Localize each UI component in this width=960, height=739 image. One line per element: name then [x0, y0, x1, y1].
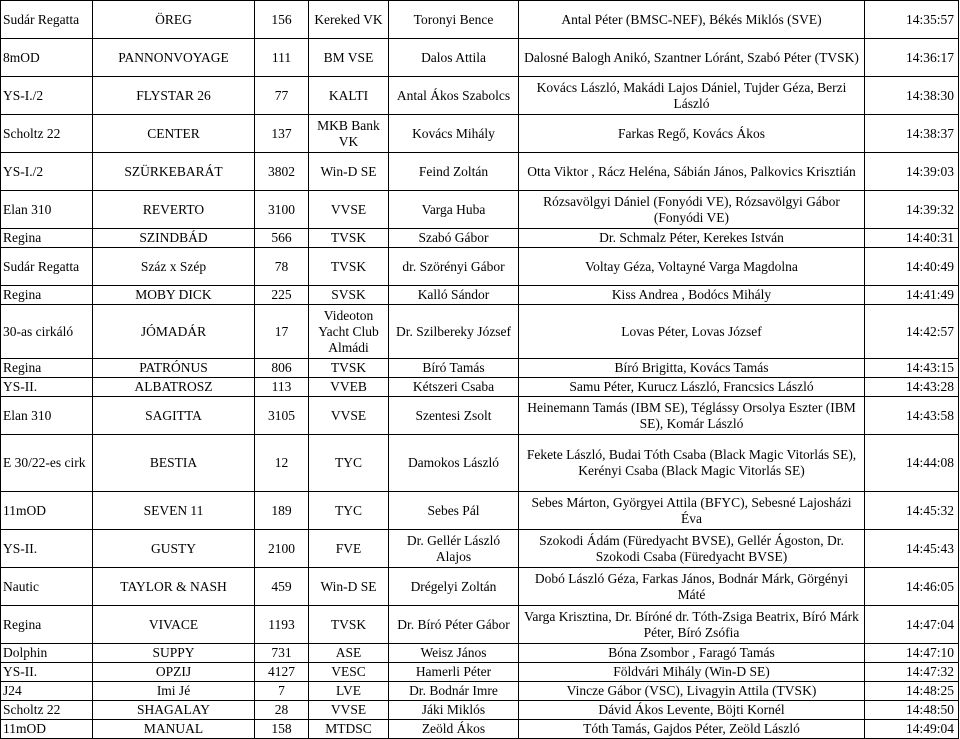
sail-number-cell: 7 [255, 682, 309, 701]
club-cell: FVE [309, 530, 389, 568]
sail-number-cell: 137 [255, 115, 309, 153]
skipper-cell: Szabó Gábor [389, 229, 519, 248]
boat-cell: CENTER [93, 115, 255, 153]
class-cell: Regina [1, 229, 93, 248]
club-cell: TVSK [309, 229, 389, 248]
crew-cell: Fekete László, Budai Tóth Csaba (Black Magic Vitorlás SE), Kerényi Csaba (Black Magic Vitorlás SE) [519, 435, 865, 492]
boat-cell: SUPPY [93, 644, 255, 663]
table-row [1, 530, 959, 568]
finish-time-cell: 14:44:08 [865, 435, 959, 492]
club-cell: VVSE [309, 397, 389, 435]
class-cell: YS-II. [1, 378, 93, 397]
crew-cell: Földvári Mihály (Win-D SE) [519, 663, 865, 682]
sail-number-cell: 225 [255, 286, 309, 305]
skipper-cell: Drégelyi Zoltán [389, 568, 519, 606]
sail-number-cell: 3802 [255, 153, 309, 191]
boat-cell: SEVEN 11 [93, 492, 255, 530]
finish-time-cell: 14:41:49 [865, 286, 959, 305]
table-row [1, 378, 959, 397]
skipper-cell: Dalos Attila [389, 39, 519, 77]
skipper-cell: Kovács Mihály [389, 115, 519, 153]
skipper-cell: Szentesi Zsolt [389, 397, 519, 435]
table-row [1, 39, 959, 77]
table-row [1, 115, 959, 153]
class-cell: Nautic [1, 568, 93, 606]
skipper-cell: Toronyi Bence [389, 1, 519, 39]
finish-time-cell: 14:45:43 [865, 530, 959, 568]
sail-number-cell: 806 [255, 359, 309, 378]
class-cell: Regina [1, 286, 93, 305]
results-body [1, 1, 959, 739]
table-row [1, 248, 959, 286]
finish-time-cell: 14:47:04 [865, 606, 959, 644]
boat-cell: PATRÓNUS [93, 359, 255, 378]
crew-cell: Sebes Márton, Györgyei Attila (BFYC), Sebesné Lajosházi Éva [519, 492, 865, 530]
crew-cell: Bíró Brigitta, Kovács Tamás [519, 359, 865, 378]
class-cell: Elan 310 [1, 397, 93, 435]
finish-time-cell: 14:46:05 [865, 568, 959, 606]
boat-cell: ÖREG [93, 1, 255, 39]
boat-cell: Imi Jé [93, 682, 255, 701]
skipper-cell: Kalló Sándor [389, 286, 519, 305]
club-cell: LVE [309, 682, 389, 701]
finish-time-cell: 14:40:49 [865, 248, 959, 286]
finish-time-cell: 14:48:25 [865, 682, 959, 701]
sail-number-cell: 731 [255, 644, 309, 663]
boat-cell: TAYLOR & NASH [93, 568, 255, 606]
boat-cell: FLYSTAR 26 [93, 77, 255, 115]
crew-cell: Kovács László, Makádi Lajos Dániel, Tujder Géza, Berzi László [519, 77, 865, 115]
class-cell: 11mOD [1, 492, 93, 530]
club-cell: Win-D SE [309, 568, 389, 606]
class-cell: Scholtz 22 [1, 115, 93, 153]
finish-time-cell: 14:43:28 [865, 378, 959, 397]
club-cell: Videoton Yacht Club Almádi [309, 305, 389, 359]
crew-cell: Voltay Géza, Voltayné Varga Magdolna [519, 248, 865, 286]
club-cell: MKB Bank VK [309, 115, 389, 153]
class-cell: YS-II. [1, 530, 93, 568]
table-row [1, 644, 959, 663]
club-cell: VVSE [309, 701, 389, 720]
boat-cell: OPZIJ [93, 663, 255, 682]
crew-cell: Bóna Zsombor , Faragó Tamás [519, 644, 865, 663]
club-cell: KALTI [309, 77, 389, 115]
boat-cell: REVERTO [93, 191, 255, 229]
class-cell: Elan 310 [1, 191, 93, 229]
crew-cell: Otta Viktor , Rácz Heléna, Sábián János, Palkovics Krisztián [519, 153, 865, 191]
finish-time-cell: 14:35:57 [865, 1, 959, 39]
table-row [1, 1, 959, 39]
table-row [1, 286, 959, 305]
class-cell: YS-I./2 [1, 77, 93, 115]
table-row [1, 397, 959, 435]
finish-time-cell: 14:49:04 [865, 720, 959, 739]
boat-cell: Száz x Szép [93, 248, 255, 286]
table-row [1, 153, 959, 191]
table-row [1, 229, 959, 248]
boat-cell: PANNONVOYAGE [93, 39, 255, 77]
table-row [1, 568, 959, 606]
sail-number-cell: 2100 [255, 530, 309, 568]
skipper-cell: Dr. Bíró Péter Gábor [389, 606, 519, 644]
boat-cell: SAGITTA [93, 397, 255, 435]
club-cell: TYC [309, 492, 389, 530]
crew-cell: Varga Krisztina, Dr. Bíróné dr. Tóth-Zsiga Beatrix, Bíró Márk Péter, Bíró Zsófia [519, 606, 865, 644]
finish-time-cell: 14:42:57 [865, 305, 959, 359]
finish-time-cell: 14:38:37 [865, 115, 959, 153]
table-row [1, 359, 959, 378]
club-cell: TYC [309, 435, 389, 492]
sail-number-cell: 17 [255, 305, 309, 359]
crew-cell: Samu Péter, Kurucz László, Francsics László [519, 378, 865, 397]
finish-time-cell: 14:45:32 [865, 492, 959, 530]
finish-time-cell: 14:38:30 [865, 77, 959, 115]
club-cell: SVSK [309, 286, 389, 305]
skipper-cell: Kétszeri Csaba [389, 378, 519, 397]
table-row [1, 191, 959, 229]
skipper-cell: Hamerli Péter [389, 663, 519, 682]
finish-time-cell: 14:39:32 [865, 191, 959, 229]
club-cell: TVSK [309, 248, 389, 286]
class-cell: 30-as cirkáló [1, 305, 93, 359]
skipper-cell: Jáki Miklós [389, 701, 519, 720]
boat-cell: ALBATROSZ [93, 378, 255, 397]
boat-cell: GUSTY [93, 530, 255, 568]
finish-time-cell: 14:36:17 [865, 39, 959, 77]
skipper-cell: Bíró Tamás [389, 359, 519, 378]
crew-cell: Farkas Regő, Kovács Ákos [519, 115, 865, 153]
skipper-cell: dr. Szörényi Gábor [389, 248, 519, 286]
crew-cell: Vincze Gábor (VSC), Livagyin Attila (TVSK) [519, 682, 865, 701]
sail-number-cell: 566 [255, 229, 309, 248]
sail-number-cell: 158 [255, 720, 309, 739]
crew-cell: Dr. Schmalz Péter, Kerekes István [519, 229, 865, 248]
club-cell: TVSK [309, 359, 389, 378]
boat-cell: SZINDBÁD [93, 229, 255, 248]
sail-number-cell: 4127 [255, 663, 309, 682]
crew-cell: Heinemann Tamás (IBM SE), Téglássy Orsolya Eszter (IBM SE), Komár László [519, 397, 865, 435]
class-cell: Regina [1, 359, 93, 378]
club-cell: VVEB [309, 378, 389, 397]
club-cell: MTDSC [309, 720, 389, 739]
boat-cell: BESTIA [93, 435, 255, 492]
sail-number-cell: 189 [255, 492, 309, 530]
boat-cell: VIVACE [93, 606, 255, 644]
sail-number-cell: 1193 [255, 606, 309, 644]
table-row [1, 492, 959, 530]
skipper-cell: Dr. Bodnár Imre [389, 682, 519, 701]
club-cell: TVSK [309, 606, 389, 644]
class-cell: Sudár Regatta [1, 248, 93, 286]
finish-time-cell: 14:47:32 [865, 663, 959, 682]
crew-cell: Antal Péter (BMSC-NEF), Békés Miklós (SVE) [519, 1, 865, 39]
finish-time-cell: 14:47:10 [865, 644, 959, 663]
table-row [1, 77, 959, 115]
crew-cell: Lovas Péter, Lovas József [519, 305, 865, 359]
boat-cell: SHAGALAY [93, 701, 255, 720]
crew-cell: Rózsavölgyi Dániel (Fonyódi VE), Rózsavölgyi Gábor (Fonyódi VE) [519, 191, 865, 229]
boat-cell: JÓMADÁR [93, 305, 255, 359]
crew-cell: Dobó László Géza, Farkas János, Bodnár Márk, Görgényi Máté [519, 568, 865, 606]
table-row [1, 682, 959, 701]
finish-time-cell: 14:43:15 [865, 359, 959, 378]
skipper-cell: Damokos László [389, 435, 519, 492]
crew-cell: Kiss Andrea , Bodócs Mihály [519, 286, 865, 305]
sail-number-cell: 156 [255, 1, 309, 39]
finish-time-cell: 14:48:50 [865, 701, 959, 720]
sail-number-cell: 78 [255, 248, 309, 286]
sail-number-cell: 113 [255, 378, 309, 397]
skipper-cell: Sebes Pál [389, 492, 519, 530]
sail-number-cell: 3105 [255, 397, 309, 435]
crew-cell: Szokodi Ádám (Füredyacht BVSE), Gellér Ágoston, Dr. Szokodi Csaba (Füredyacht BVSE) [519, 530, 865, 568]
sail-number-cell: 459 [255, 568, 309, 606]
class-cell: E 30/22-es cirk [1, 435, 93, 492]
table-row [1, 305, 959, 359]
table-row [1, 663, 959, 682]
crew-cell: Dalosné Balogh Anikó, Szantner Lóránt, Szabó Péter (TVSK) [519, 39, 865, 77]
sail-number-cell: 28 [255, 701, 309, 720]
skipper-cell: Varga Huba [389, 191, 519, 229]
skipper-cell: Dr. Gellér László Alajos [389, 530, 519, 568]
sail-number-cell: 12 [255, 435, 309, 492]
finish-time-cell: 14:40:31 [865, 229, 959, 248]
class-cell: 11mOD [1, 720, 93, 739]
finish-time-cell: 14:43:58 [865, 397, 959, 435]
club-cell: VESC [309, 663, 389, 682]
club-cell: Kereked VK [309, 1, 389, 39]
skipper-cell: Feind Zoltán [389, 153, 519, 191]
crew-cell: Dávid Ákos Levente, Böjti Kornél [519, 701, 865, 720]
club-cell: VVSE [309, 191, 389, 229]
sail-number-cell: 111 [255, 39, 309, 77]
finish-time-cell: 14:39:03 [865, 153, 959, 191]
sail-number-cell: 3100 [255, 191, 309, 229]
class-cell: YS-I./2 [1, 153, 93, 191]
club-cell: Win-D SE [309, 153, 389, 191]
class-cell: Dolphin [1, 644, 93, 663]
class-cell: Regina [1, 606, 93, 644]
skipper-cell: Weisz János [389, 644, 519, 663]
crew-cell: Tóth Tamás, Gajdos Péter, Zeöld László [519, 720, 865, 739]
boat-cell: MANUAL [93, 720, 255, 739]
club-cell: BM VSE [309, 39, 389, 77]
class-cell: J24 [1, 682, 93, 701]
boat-cell: SZÜRKEBARÁT [93, 153, 255, 191]
class-cell: Scholtz 22 [1, 701, 93, 720]
sail-number-cell: 77 [255, 77, 309, 115]
boat-cell: MOBY DICK [93, 286, 255, 305]
table-row [1, 701, 959, 720]
table-row [1, 606, 959, 644]
class-cell: Sudár Regatta [1, 1, 93, 39]
class-cell: YS-II. [1, 663, 93, 682]
class-cell: 8mOD [1, 39, 93, 77]
skipper-cell: Dr. Szilbereky József [389, 305, 519, 359]
club-cell: ASE [309, 644, 389, 663]
skipper-cell: Antal Ákos Szabolcs [389, 77, 519, 115]
table-row [1, 720, 959, 739]
table-row [1, 435, 959, 492]
skipper-cell: Zeöld Ákos [389, 720, 519, 739]
